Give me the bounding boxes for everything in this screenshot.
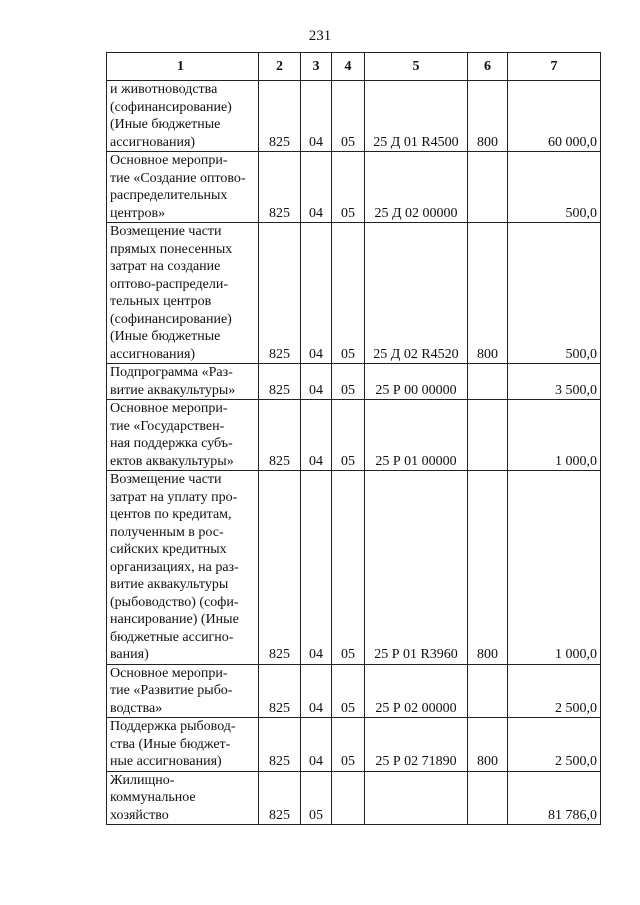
row-name-line: ные ассигнования) <box>110 754 222 769</box>
department-code-cell: 825 <box>259 364 301 400</box>
section-code-cell: 04 <box>301 471 332 665</box>
expense-type-cell <box>468 364 508 400</box>
row-name-cell <box>107 664 259 718</box>
row-name-line: Жилищно- <box>110 772 175 788</box>
expense-type-cell: 800 <box>468 81 508 152</box>
row-name-line: тие «Развитие рыбо- <box>110 683 233 698</box>
subsection-code-cell: 05 <box>332 664 365 718</box>
header-col-6: 6 <box>468 53 508 81</box>
row-name-line: организациях, на раз- <box>110 559 239 575</box>
subsection-code-cell <box>332 771 365 825</box>
row-name-cell <box>107 718 259 772</box>
target-article-cell: 25 Р 00 00000 <box>365 364 468 400</box>
target-article-cell: 25 Р 02 00000 <box>365 664 468 718</box>
row-name-line: хозяйство <box>110 807 169 823</box>
subsection-code-cell: 05 <box>332 223 365 364</box>
row-name-line: Поддержка рыбовод- <box>110 719 236 734</box>
section-code-cell: 04 <box>301 400 332 471</box>
amount-cell: 500,0 <box>508 152 601 223</box>
amount-cell: 1 000,0 <box>508 471 601 665</box>
section-code-cell: 04 <box>301 223 332 364</box>
section-code-cell: 04 <box>301 664 332 718</box>
row-name-line: Основное меропри- <box>110 153 228 168</box>
section-code-cell: 04 <box>301 81 332 152</box>
header-col-4: 4 <box>332 53 365 81</box>
row-name-line: витие аквакультуры <box>110 577 229 592</box>
amount-cell: 3 500,0 <box>508 364 601 400</box>
row-name-cell <box>107 471 259 665</box>
row-name-cell <box>107 223 259 364</box>
header-row <box>107 53 601 81</box>
row-name-line: центов по кредитам, <box>110 507 232 522</box>
department-code-cell: 825 <box>259 400 301 471</box>
target-article-cell: 25 Р 02 71890 <box>365 718 468 772</box>
amount-cell: 2 500,0 <box>508 664 601 718</box>
header-col-7: 7 <box>508 53 601 81</box>
table-row <box>107 152 601 223</box>
header-col-3: 3 <box>301 53 332 81</box>
row-name-line: Основное меропри- <box>110 401 228 416</box>
row-name-line: водства» <box>110 700 163 716</box>
subsection-code-cell: 05 <box>332 364 365 400</box>
subsection-code-cell: 05 <box>332 400 365 471</box>
expense-type-cell <box>468 152 508 223</box>
section-code-cell: 04 <box>301 718 332 772</box>
row-name-cell <box>107 771 259 825</box>
table-row <box>107 400 601 471</box>
row-name-line: Возмещение части <box>110 224 222 239</box>
row-name-line: ная поддержка субъ- <box>110 436 233 451</box>
expense-type-cell <box>468 400 508 471</box>
row-name-cell <box>107 364 259 400</box>
subsection-code-cell: 05 <box>332 152 365 223</box>
target-article-cell: 25 Д 02 R4520 <box>365 223 468 364</box>
subsection-code-cell: 05 <box>332 718 365 772</box>
subsection-code-cell: 05 <box>332 81 365 152</box>
expense-type-cell <box>468 771 508 825</box>
table-row <box>107 718 601 772</box>
row-name-line: коммунальное <box>110 790 196 805</box>
header-col-5: 5 <box>365 53 468 81</box>
section-code-cell: 05 <box>301 771 332 825</box>
row-name-line: тие «Государствен- <box>110 418 225 434</box>
table-row <box>107 664 601 718</box>
table-row <box>107 364 601 400</box>
department-code-cell: 825 <box>259 223 301 364</box>
row-name-line: ассигнования) <box>110 134 196 150</box>
row-name-line: (Иные бюджетные <box>110 117 221 132</box>
section-code-cell: 04 <box>301 364 332 400</box>
header-col-1: 1 <box>107 53 259 81</box>
target-article-cell: 25 Д 01 R4500 <box>365 81 468 152</box>
row-name-line: Основное меропри- <box>110 665 228 681</box>
row-name-line: сийских кредитных <box>110 542 227 557</box>
row-name-line: затрат на уплату про- <box>110 489 238 505</box>
target-article-cell: 25 Д 02 00000 <box>365 152 468 223</box>
page-number: 231 <box>308 28 332 44</box>
row-name-line: прямых понесенных <box>110 241 233 257</box>
target-article-cell: 25 Р 01 00000 <box>365 400 468 471</box>
department-code-cell: 825 <box>259 81 301 152</box>
table-row <box>107 81 601 152</box>
row-name-line: (Иные бюджетные <box>110 329 221 344</box>
row-name-line: полученным в рос- <box>110 524 224 540</box>
row-name-line: Подпрограмма «Раз- <box>110 365 233 380</box>
department-code-cell: 825 <box>259 664 301 718</box>
amount-cell: 1 000,0 <box>508 400 601 471</box>
amount-cell: 2 500,0 <box>508 718 601 772</box>
row-name-line: нансирование) (Иные <box>110 612 239 627</box>
section-code-cell: 04 <box>301 152 332 223</box>
row-name-line: распределительных <box>110 188 228 203</box>
row-name-line: витие аквакультуры» <box>110 382 236 398</box>
row-name-cell <box>107 81 259 152</box>
expense-type-cell <box>468 664 508 718</box>
row-name-line: центров» <box>110 205 166 221</box>
table-row <box>107 771 601 825</box>
expense-type-cell: 800 <box>468 718 508 772</box>
row-name-line: тие «Создание оптово- <box>110 170 246 186</box>
row-name-line: и животноводства <box>110 82 218 97</box>
row-name-line: затрат на создание <box>110 259 221 274</box>
department-code-cell: 825 <box>259 471 301 665</box>
department-code-cell: 825 <box>259 152 301 223</box>
row-name-line: ассигнования) <box>110 346 196 362</box>
row-name-line: бюджетные ассигно- <box>110 629 234 645</box>
row-name-line: оптово-распредели- <box>110 276 229 292</box>
table-body <box>107 81 601 825</box>
amount-cell: 60 000,0 <box>508 81 601 152</box>
budget-table <box>106 52 601 825</box>
row-name-line: (софинансирование) <box>110 99 232 115</box>
department-code-cell: 825 <box>259 771 301 825</box>
amount-cell: 500,0 <box>508 223 601 364</box>
target-article-cell: 25 Р 01 R3960 <box>365 471 468 665</box>
row-name-line: (рыбоводство) (софи- <box>110 594 239 610</box>
row-name-line: ства (Иные бюджет- <box>110 736 231 752</box>
row-name-line: (софинансирование) <box>110 311 232 327</box>
table-row <box>107 223 601 364</box>
expense-type-cell: 800 <box>468 223 508 364</box>
row-name-cell <box>107 400 259 471</box>
amount-cell: 81 786,0 <box>508 771 601 825</box>
row-name-line: вания) <box>110 647 149 662</box>
row-name-line: ектов аквакультуры» <box>110 453 234 469</box>
header-col-2: 2 <box>259 53 301 81</box>
department-code-cell: 825 <box>259 718 301 772</box>
subsection-code-cell: 05 <box>332 471 365 665</box>
table-row <box>107 471 601 665</box>
expense-type-cell: 800 <box>468 471 508 665</box>
row-name-cell <box>107 152 259 223</box>
row-name-line: тельных центров <box>110 294 212 309</box>
row-name-line: Возмещение части <box>110 472 222 487</box>
target-article-cell <box>365 771 468 825</box>
